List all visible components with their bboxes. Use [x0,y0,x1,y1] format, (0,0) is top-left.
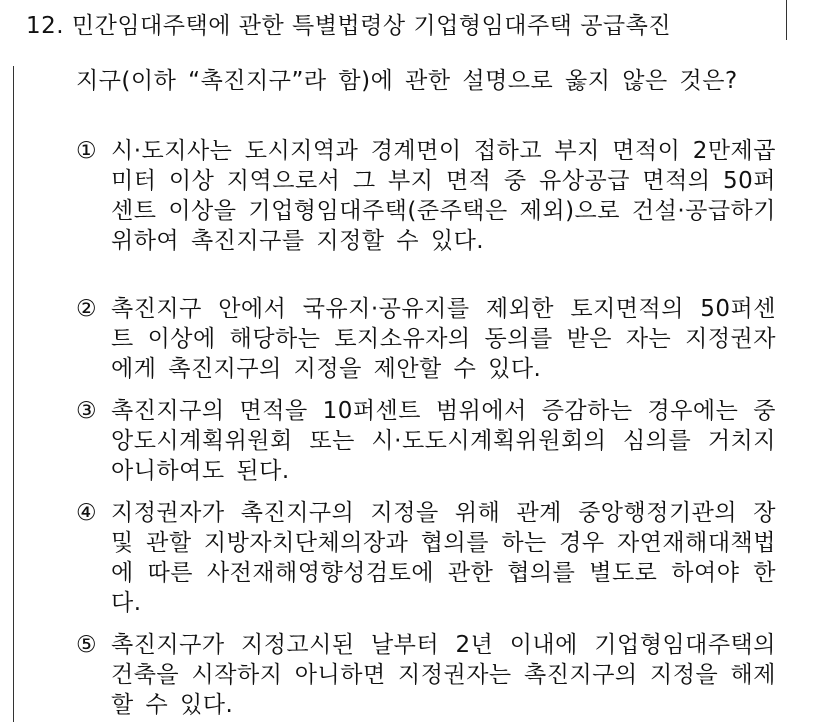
option-text-2: 촉진지구 안에서 국유지·공유지를 제외한 토지면적의 50퍼센트 이상에 해당하는 토지소유자의 동의를 받은 자는 지정권자에게 촉진지구의 지정을 제안할 수 있다. [111,296,776,382]
answer-option-4[interactable] [76,498,776,618]
page-divider-top [786,0,787,40]
option-marker-1: ① [76,138,97,164]
question-stem-continued: 지구(이하 “촉진지구”라 함)에 관한 설명으로 옳지 않은 것은? [76,68,738,94]
option-marker-2: ② [76,296,97,322]
option-marker-3: ③ [76,398,97,424]
question-stem-first-line [26,10,671,42]
answer-option-1[interactable] [76,136,776,256]
option-text-5: 촉진지구가 지정고시된 날부터 2년 이내에 기업형임대주택의 건축을 시작하지 아니하면 지정권자는 촉진지구의 지정을 해제할 수 있다. [111,632,776,718]
question-number: 12. [26,13,65,39]
answer-option-5[interactable] [76,630,776,720]
option-marker-4: ④ [76,500,97,526]
option-text-4: 지정권자가 촉진지구의 지정을 위해 관계 중앙행정기관의 장 및 관할 지방자치단체의장과 협의를 하는 경우 자연재해대책법에 따른 사전재해영향성검토에 관한 협의를 별도로 하여야 한다. [111,500,776,616]
answer-option-3[interactable] [76,396,776,486]
answer-option-2[interactable] [76,294,776,384]
option-text-3: 촉진지구의 면적을 10퍼센트 범위에서 증감하는 경우에는 중앙도시계획위원회 또는 시·도도시계획위원회의 심의를 거치지 아니하여도 된다. [111,398,776,484]
question-stem-line1: 민간임대주택에 관한 특별법령상 기업형임대주택 공급촉진 [71,13,672,39]
page-divider-left [13,66,14,722]
option-marker-5: ⑤ [76,632,97,658]
option-text-1: 시·도지사는 도시지역과 경계면이 접하고 부지 면적이 2만제곱미터 이상 지역으로서 그 부지 면적 중 유상공급 면적의 50퍼센트 이상을 기업형임대주택(준주택은 제외)으로 건설·공급하기 위하여 촉진지구를 지정할 수 있다. [111,138,776,254]
